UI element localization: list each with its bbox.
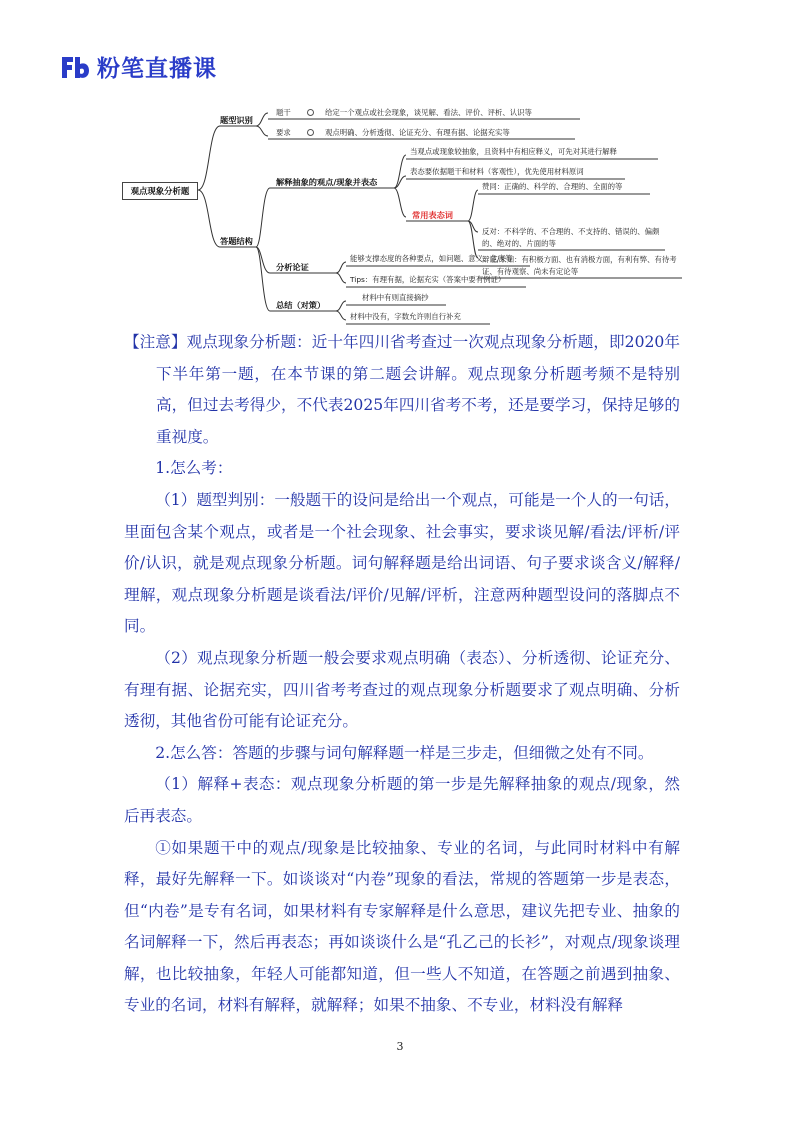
node-summary-2: 材料中没有，字数允许则自行补充 xyxy=(350,312,461,321)
node-neutral: 辩证/未知：有积极方面、也有消极方面，有利有弊、有待考证、有待观察、尚未有定论等 xyxy=(482,255,677,276)
paragraph-note: 【注意】观点现象分析题：近十年四川省考查过一次观点现象分析题，即2020年下半年第一题，在本节课的第二题会讲解。观点现象分析题考频不是特别高，但过去考得少，不代表2025年四川省考不考，还是要学习，保持足够的重视度。 xyxy=(124,333,680,446)
paragraph-explain-stance: （1）解释+表态：观点现象分析题的第一步是先解释抽象的观点/现象，然后再表态。 xyxy=(124,775,680,825)
paragraph-type-judgement: （1）题型判别：一般题干的设问是给出一个观点，可能是一个人的一句话，里面包含某个观点，或者是一个社会现象、社会事实，要求谈见解/看法/评析/评价/认识，就是观点现象分析题。词句解释题是给出词语、句子要求谈含义/解释/理解，观点现象分析题是谈看法/评价/见解/评析，注意两种题型设问的落脚点不同。 xyxy=(124,490,680,636)
node-explain-2: 表态要依据题干和材料（客观性），优先使用材料原词 xyxy=(410,167,584,176)
node-stem-text: 给定一个观点或社会现象，谈见解、看法、评价、评析、认识等 xyxy=(325,108,532,117)
mind-map-root: 观点现象分析题 xyxy=(122,182,198,200)
body-text xyxy=(124,327,680,1022)
node-analysis: 分析论证 xyxy=(276,262,309,272)
paragraph-abstract-terms: ①如果题干中的观点/现象是比较抽象、专业的名词，与此同时材料中有解释，最好先解释一下。如谈谈对“内卷”现象的看法，常规的答题第一步是表态，但“内卷”是专有名词，如果材料有专家解释是什么意思，建议先把专业、抽象的名词解释一下，然后再表态；再如谈谈什么是“孔乙己的长衫”，对观点/现象谈理解，也比较抽象，年轻人可能都知道，但一些人不知道，在答题之前遇到抽象、专业的名词，材料有解释，就解释；如果不抽象、不专业，材料没有解释 xyxy=(124,838,680,1015)
node-agree: 赞同：正确的、科学的、合理的、全面的等 xyxy=(482,182,623,191)
paragraph-requirements: （2）观点现象分析题一般会要求观点明确（表态）、分析透彻、论证充分、有理有据、论据充实，四川省考考查过的观点现象分析题要求了观点明确、分析透彻，其他省份可能有论证充分。 xyxy=(124,648,680,731)
node-summary-1: 材料中有则直接摘抄 xyxy=(362,293,429,302)
paragraph-how-answer: 2.怎么答：答题的步骤与词句解释题一样是三步走，但细微之处有不同。 xyxy=(155,743,654,762)
node-requirement-text: 观点明确、分析透彻、论证充分、有理有据、论据充实等 xyxy=(325,128,510,137)
mind-map xyxy=(110,100,690,330)
node-summary: 总结（对策） xyxy=(276,300,326,310)
requirement-dot xyxy=(307,129,314,136)
node-structure: 答题结构 xyxy=(220,236,253,246)
node-common-words: 常用表态词 xyxy=(412,210,453,220)
node-stem: 题干 xyxy=(276,108,291,117)
brand-name: 粉笔直播课 xyxy=(97,56,217,82)
node-explain: 解释抽象的观点/现象并表态 xyxy=(276,177,378,187)
node-analysis-1: 能够支撑态度的各种要点，如问题、意义、危害等 xyxy=(350,254,513,263)
node-requirement: 要求 xyxy=(276,128,291,137)
node-explain-1: 当观点或现象较抽象，且资料中有相应释义，可先对其进行解释 xyxy=(410,147,617,156)
node-analysis-2: Tips：有理有据，论据充实（答案中要有例证） xyxy=(350,275,506,284)
fb-logo-icon xyxy=(60,54,90,80)
stem-dot xyxy=(307,109,314,116)
brand-header xyxy=(60,50,217,83)
page-number: 3 xyxy=(396,1040,404,1053)
paragraph-how-tested: 1.怎么考： xyxy=(155,459,233,478)
node-type-recognition: 题型识别 xyxy=(220,115,253,125)
node-oppose: 反对：不科学的、不合理的、不支持的、错误的、偏颇的、绝对的、片面的等 xyxy=(482,227,660,248)
